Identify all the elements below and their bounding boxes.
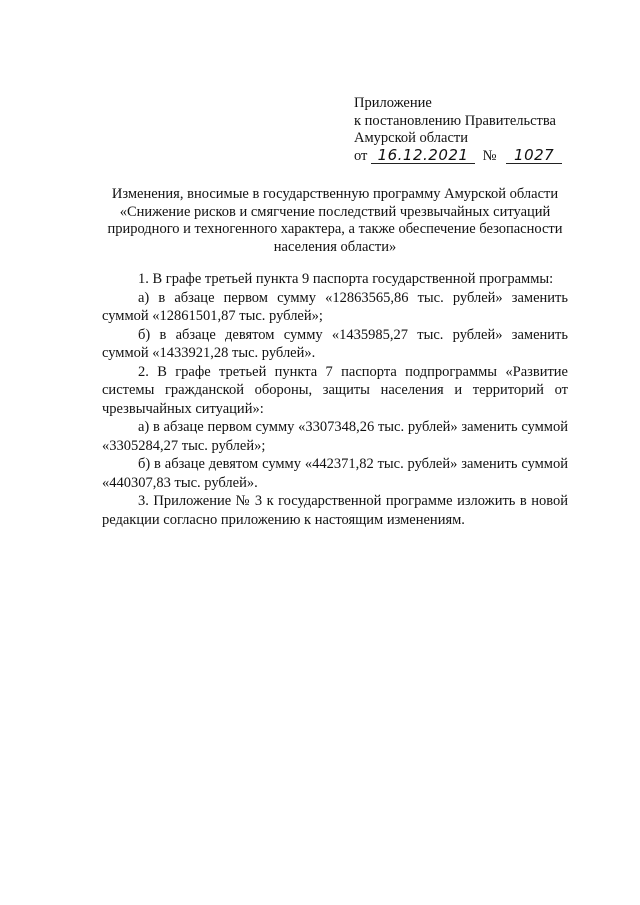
document-body [102,270,568,529]
handwritten-date: 16.12.2021 [371,148,475,164]
title-line: Изменения, вносимые в государственную программу Амурской области [111,186,559,202]
paragraph-2a: а) в абзаце первом сумму «3307348,26 тыс. рублей» заменить суммой «3305284,27 тыс. рублей»; [102,419,568,454]
appendix-header [354,95,562,165]
from-label: от [354,147,368,164]
paragraph-1b: б) в абзаце девятом сумму «1435985,27 тыс. рублей» заменить суммой «1433921,28 тыс. рублей». [102,326,568,361]
paragraph-1a: а) в абзаце первом сумму «12863565,86 тыс. рублей» заменить суммой «12861501,87 тыс. рублей»; [102,289,568,324]
appendix-resolution-ref: к постановлению Правительства [354,112,556,129]
handwritten-number: 1027 [506,148,562,164]
paragraph-2b: б) в абзаце девятом сумму «442371,82 тыс. рублей» заменить суммой «440307,83 тыс. рублей». [102,456,568,491]
paragraph-2: 2. В графе третьей пункта 7 паспорта подпрограммы «Развитие системы гражданской обороны, защиты населения и территорий от чрезвычайных ситуаций»: [102,363,568,417]
appendix-region: Амурской области [354,130,468,146]
title-line: природного и техногенного характера, а также обеспечение безопасности [107,221,563,237]
title-line: «Снижение рисков и смягчение последствий чрезвычайных ситуаций [119,203,551,220]
number-sign: № [482,147,497,164]
paragraph-1: 1. В графе третьей пункта 9 паспорта государственной программы: [138,271,554,287]
appendix-title: Приложение [354,95,432,111]
title-line: населения области» [273,238,397,255]
paragraph-3: 3. Приложение № 3 к государственной программе изложить в новой редакции согласно приложению к настоящим изменениям. [102,493,568,528]
appendix-date-number [354,145,562,166]
document-title [95,186,575,256]
